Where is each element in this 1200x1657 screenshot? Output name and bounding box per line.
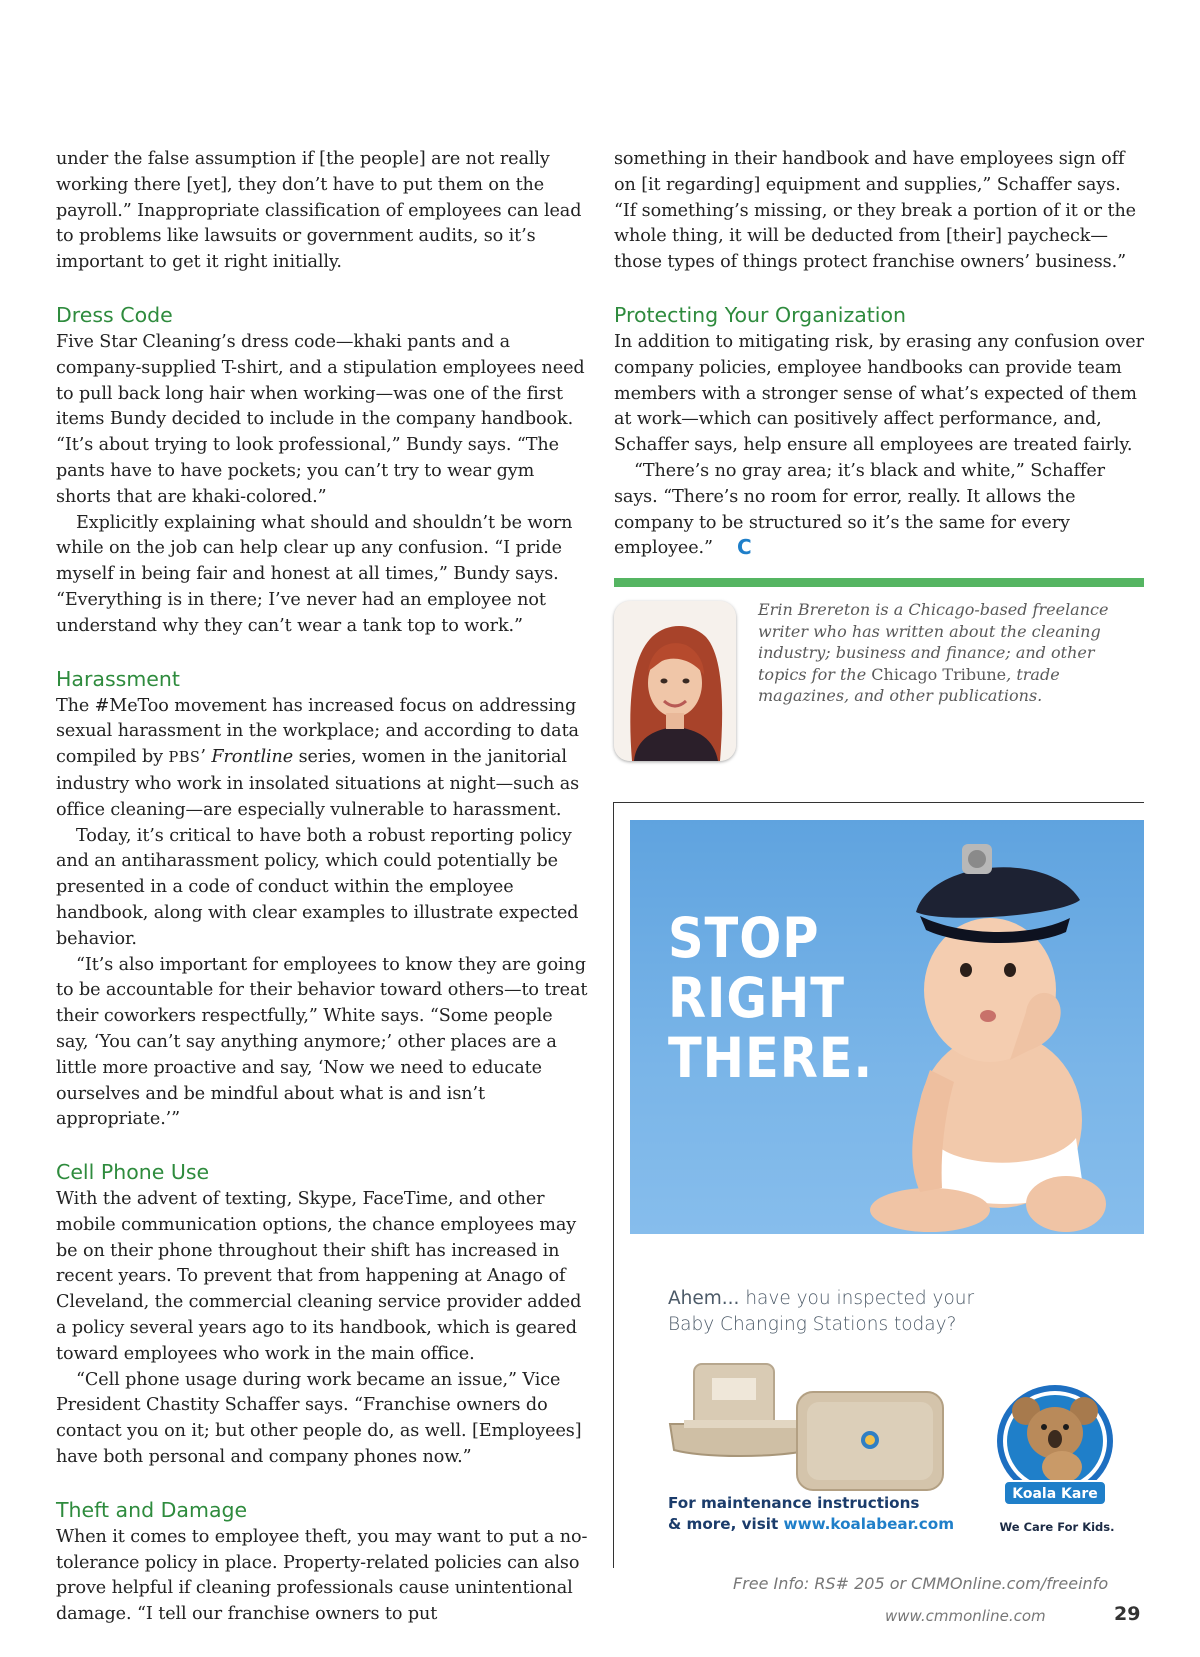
protecting-paragraph-2: “There’s no gray area; it’s black and white,” Schaffer says. “There’s no room for error, really. It allows the company to be structured so it’s the same for every employee.” C [614, 460, 1105, 560]
right-intro-paragraph: something in their handbook and have employees sign off on [it regarding] equipment and supplies,” Schaffer says. “If something’s missing, or they break a portion of it or the whole thing, it will be deducted from [their] paycheck—those types of things protect franchise owners’ business.” [614, 149, 1136, 273]
koala-bear-link[interactable]: www.koalabear.com [783, 1515, 955, 1533]
koala-kare-logo-icon [990, 1381, 1120, 1511]
ad-maintenance-text: For maintenance instructions & more, visit www.koalabear.com [668, 1494, 955, 1533]
harassment-paragraph-3: “It’s also important for employees to know they are going to be accountable for their behavior toward others—to treat their coworkers respectfully,” White says. “Some people say, ‘You can’t say anything anymore;’ other places are a little more proactive and say, ‘Now we need to educate ourselves and be mindful about what is and isn’t appropriate.’” [56, 954, 588, 1130]
ad-headline: STOP RIGHT THERE. [668, 906, 874, 1090]
section-heading-cell-phone: Cell Phone Use [56, 1160, 210, 1185]
author-divider-rule [614, 578, 1144, 587]
frontline-title: Frontline [211, 747, 294, 768]
cell-phone-paragraph-1: With the advent of texting, Skype, FaceTime, and other mobile communication options, the chance employees may be on their phone throughout their shift has increased in recent years. To prevent that from happening at Anago of Cleveland, the commercial cleaning service provider added a policy several years ago to its handbook, which is geared toward employees who work in the main office. [56, 1189, 582, 1364]
section-heading-protecting: Protecting Your Organization [614, 302, 907, 327]
baby-changing-station-closed-icon [795, 1388, 945, 1494]
section-heading-harassment: Harassment [56, 666, 180, 691]
page-number: 29 [1114, 1603, 1141, 1625]
article-intro-paragraph: under the false assumption if [the people] are not really working there [yet], they don’t have to put them on the payroll.” Inappropriate classification of employees can lead to problems like lawsuits or government audits, so it’s important to get it right initially. [56, 149, 582, 273]
cell-phone-paragraph-2: “Cell phone usage during work became an issue,” Vice President Chastity Schaffer says. “Franchise owners do contact you on it; but other people do, as well. [Employees] have both personal and company phones now.” [56, 1369, 582, 1468]
pbs-name: PBS [168, 750, 201, 767]
baby-police-hat-illustration-icon [630, 820, 1144, 1234]
ad-frame-top-border [613, 802, 1144, 803]
author-bio: Erin Brereton is a Chicago-based freelance writer who has written about the cleaning industry; business and finance; and other topics for the Chicago Tribune, trade magazines, and other publications. [758, 600, 1109, 705]
author-portrait-icon [614, 601, 736, 761]
koala-kare-tagline: We Care For Kids. [999, 1520, 1115, 1534]
koala-kare-brand: Koala Kare [1012, 1486, 1098, 1502]
ad-frame-left-border [613, 802, 614, 1568]
protecting-paragraph-1: In addition to mitigating risk, by erasing any confusion over company policies, employee handbooks can provide team members with a stronger sense of what’s expected of them at work—which can positively affect performance, and, Schaffer says, help ensure all employees are treated fairly. [614, 331, 1144, 456]
article-left-column [56, 147, 589, 1628]
article-end-mark-icon: C [736, 535, 752, 560]
footer-website[interactable]: www.cmmonline.com [885, 1607, 1046, 1625]
author-photo [614, 601, 736, 761]
theft-paragraph-1: When it comes to employee theft, you may want to put a no-tolerance policy in place. Property-related policies can also prove helpful if cleaning professionals cause unintentional damage. “I tell our franchise owners to put [56, 1526, 588, 1625]
section-heading-theft: Theft and Damage [56, 1497, 248, 1522]
section-heading-dress-code: Dress Code [56, 302, 173, 327]
dress-code-paragraph-2: Explicitly explaining what should and shouldn’t be worn while on the job can help clear up any confusion. “I pride myself in being fair and honest at all times,” Bundy says. “Everything is in there; I’ve never had an employee not understand why they can’t wear a tank top to work.” [56, 512, 573, 636]
dress-code-paragraph-1: Five Star Cleaning’s dress code—khaki pants and a company-supplied T-shirt, and a stipulation employees need to pull back long hair when working—was one of the first items Bundy decided to include in the company handbook. “It’s about trying to look professional,” Bundy says. “The pants have to have pockets; you can’t try to wear gym shorts that are khaki-colored.” [56, 331, 585, 507]
harassment-paragraph-2: Today, it’s critical to have both a robust reporting policy and an antiharassment policy, which could potentially be presented in a code of conduct within the employee handbook, along with clear examples to illustrate expected behavior. [56, 825, 579, 949]
free-info-line: Free Info: RS# 205 or CMMOnline.com/freeinfo [733, 1574, 1109, 1593]
ad-tagline: Ahem... have you inspected your Baby Changing Stations today? [668, 1288, 975, 1335]
article-right-column [614, 147, 1144, 562]
chicago-tribune-title: Chicago Tribune [871, 664, 1007, 684]
harassment-paragraph-1: The #MeToo movement has increased focus on addressing sexual harassment in the workplace; and according to data compiled by PBS’ Frontline series, women in the janitorial industry who work in insolated situations at night—such as office cleaning—are especially vulnerable to harassment. [56, 695, 580, 820]
ad-hero-photo[interactable] [630, 820, 1144, 1234]
